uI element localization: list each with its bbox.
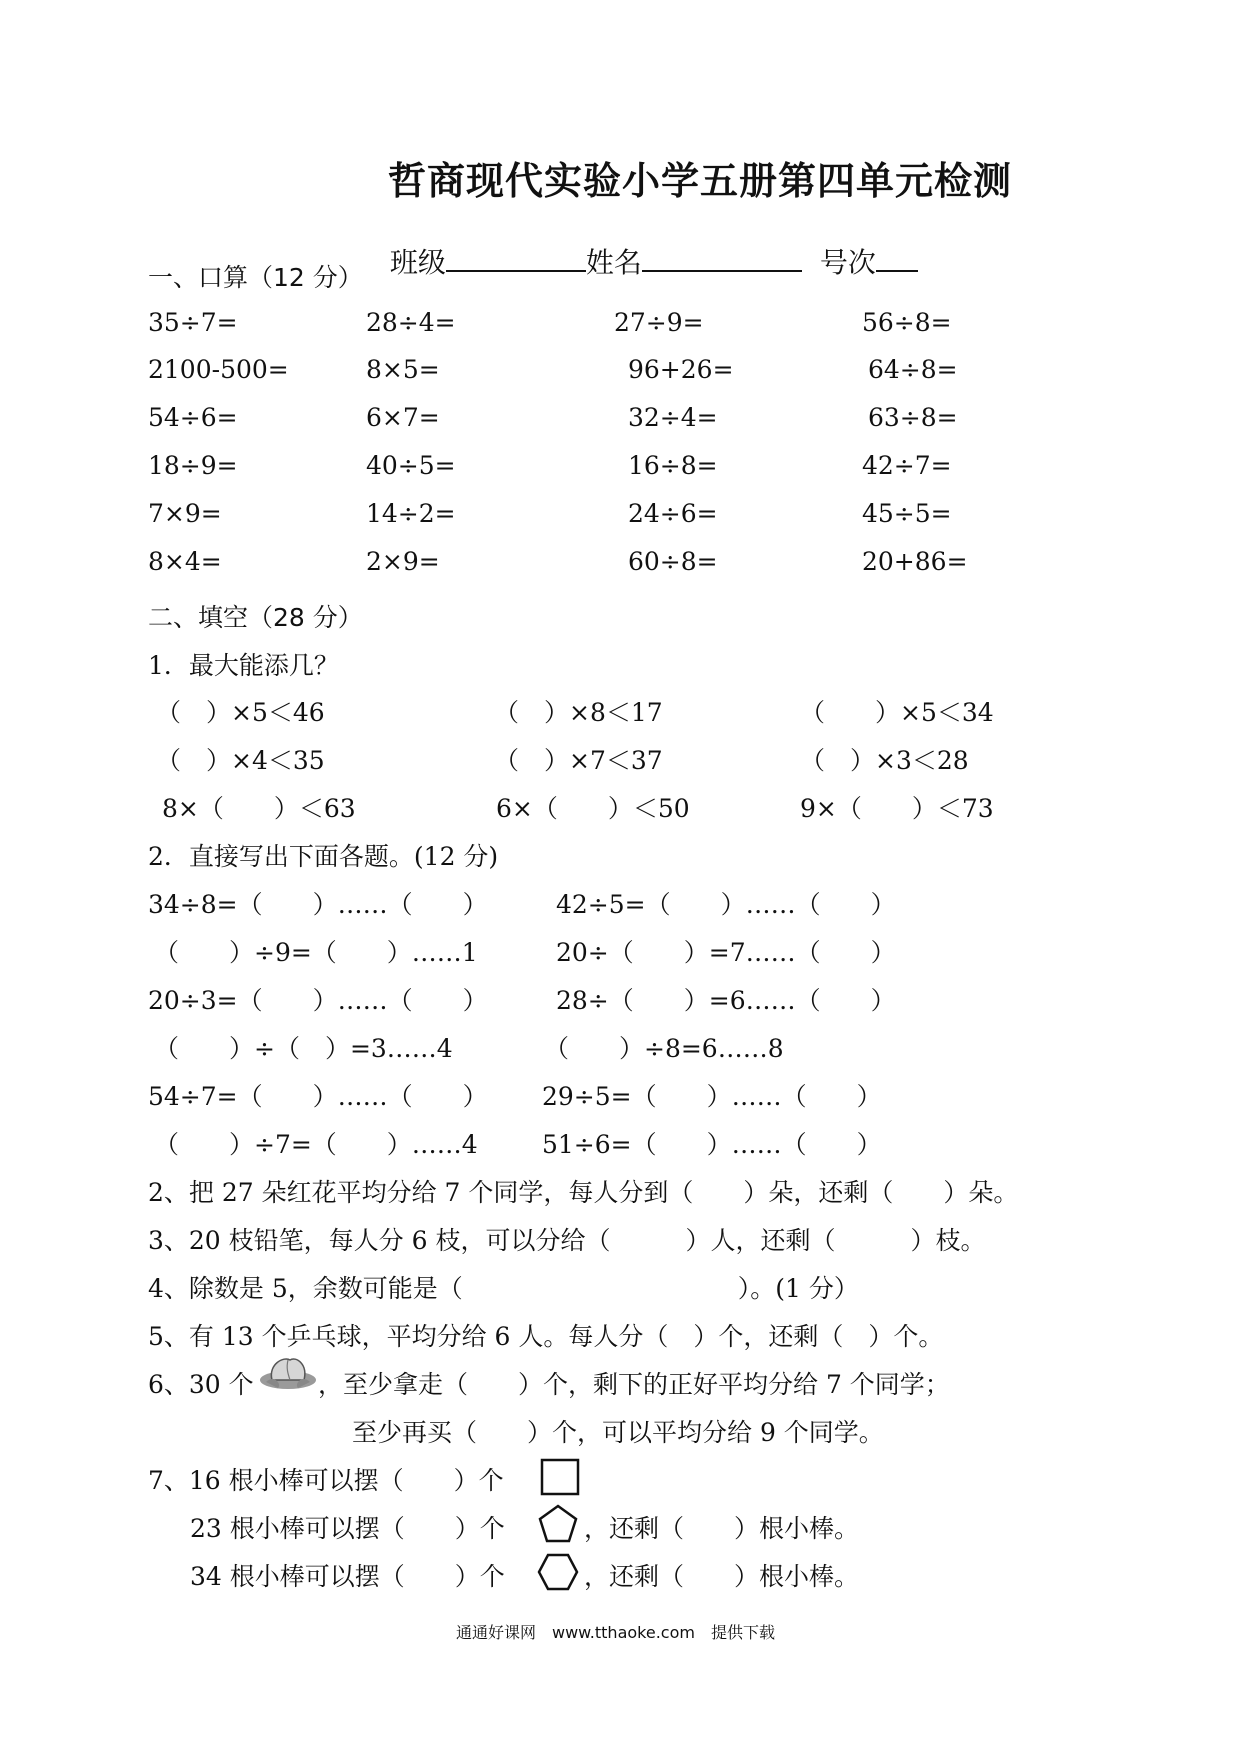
q2-item: 28÷（ ）=6……（ ） [556, 986, 896, 1015]
calc-item: 56÷8= [862, 308, 952, 337]
q1-item: （ ）×3＜28 [800, 746, 969, 775]
square-icon [540, 1458, 582, 1498]
question-3: 3、20 枝铅笔，每人分 6 枝，可以分给（ ）人，还剩（ ）枝。 [148, 1226, 986, 1255]
q1-row [0, 693, 1240, 733]
section2-heading: 二、填空（28 分） [148, 603, 363, 632]
number-label: 号次 [819, 246, 876, 279]
calc-item: 8×5= [366, 355, 440, 384]
calc-item: 45÷5= [862, 499, 952, 528]
calc-item: 8×4= [148, 547, 222, 576]
q7-line2b: ，还剩（ ）根小棒。 [584, 1514, 860, 1543]
q1-item: 8×（ ）＜63 [162, 794, 356, 823]
calc-item: 96+26= [628, 355, 734, 384]
q1-item: 6×（ ）＜50 [496, 794, 690, 823]
q2-item: 54÷7=（ ）……（ ） [148, 1082, 488, 1111]
q2-item: （ ）÷8=6……8 [544, 1034, 784, 1063]
calc-item: 6×7= [366, 403, 440, 432]
section1-heading: 一、口算（12 分） [148, 263, 363, 292]
calc-item: 18÷9= [148, 451, 238, 480]
q2-row [0, 1029, 1240, 1069]
calc-row [0, 355, 1240, 395]
calc-item: 7×9= [148, 499, 222, 528]
hexagon-icon [536, 1552, 580, 1592]
calc-item: 27÷9= [614, 308, 704, 337]
calc-item: 16÷8= [628, 451, 718, 480]
q6-rest: ，至少拿走（ ）个，剩下的正好平均分给 7 个同学； [318, 1370, 950, 1399]
peach-icon [258, 1350, 318, 1394]
q2-item: 29÷5=（ ）……（ ） [542, 1082, 882, 1111]
q7-line3b: ，还剩（ ）根小棒。 [584, 1562, 860, 1591]
calc-row [0, 499, 1240, 539]
q2-item: 20÷（ ）=7……（ ） [556, 938, 896, 967]
q2-title: 2．直接写出下面各题。(12 分) [148, 842, 499, 871]
q2-row [0, 885, 1240, 925]
q1-item: 9×（ ）＜73 [800, 794, 994, 823]
q6-lead: 6、30 个 [148, 1370, 254, 1399]
q6-line2: 至少再买（ ）个，可以平均分给 9 个同学。 [352, 1418, 884, 1447]
class-label: 班级 [389, 246, 446, 279]
pentagon-icon [536, 1503, 580, 1545]
q2-item: （ ）÷（ ）=3……4 [154, 1034, 453, 1063]
calc-item: 2100-500= [148, 355, 289, 384]
calc-item: 14÷2= [366, 499, 456, 528]
number-blank[interactable] [876, 242, 918, 272]
question-2: 2、把 27 朵红花平均分给 7 个同学，每人分到（ ）朵，还剩（ ）朵。 [148, 1178, 1019, 1207]
q2-item: 20÷3=（ ）……（ ） [148, 986, 488, 1015]
calc-item: 2×9= [366, 547, 440, 576]
q2-row [0, 981, 1240, 1021]
q7-line1: 7、16 根小棒可以摆（ ）个 [148, 1466, 504, 1495]
page-title: 哲商现代实验小学五册第四单元检测 [388, 159, 1013, 203]
calc-item: 42÷7= [862, 451, 952, 480]
calc-item: 20+86= [862, 547, 968, 576]
q7-line2a: 23 根小棒可以摆（ ）个 [190, 1514, 505, 1543]
q2-row [0, 1125, 1240, 1165]
q2-item: 42÷5=（ ）……（ ） [556, 890, 896, 919]
q2-row [0, 1077, 1240, 1117]
q2-row [0, 933, 1240, 973]
name-blank[interactable] [642, 242, 802, 272]
q1-item: （ ）×5＜46 [156, 698, 325, 727]
class-blank[interactable] [446, 242, 586, 272]
calc-item: 28÷4= [366, 308, 456, 337]
q1-item: （ ）×7＜37 [494, 746, 663, 775]
q1-row [0, 789, 1240, 829]
q1-item: （ ）×8＜17 [494, 698, 663, 727]
question-4: 4、除数是 5，余数可能是（ ）。(1 分） [148, 1274, 859, 1303]
q1-item: （ ）×5＜34 [800, 698, 994, 727]
calc-item: 35÷7= [148, 308, 238, 337]
calc-item: 24÷6= [628, 499, 718, 528]
footer-credit: 通通好课网 www.tthaoke.com 提供下载 [456, 1623, 775, 1642]
student-info [372, 208, 918, 281]
calc-row [0, 547, 1240, 587]
q1-title: 1．最大能添几？ [148, 651, 339, 680]
calc-item: 64÷8= [868, 355, 958, 384]
calc-row [0, 451, 1240, 491]
q1-row [0, 741, 1240, 781]
q2-item: 34÷8=（ ）……（ ） [148, 890, 488, 919]
q1-item: （ ）×4＜35 [156, 746, 325, 775]
q2-item: 51÷6=（ ）……（ ） [542, 1130, 882, 1159]
calc-row [0, 308, 1240, 348]
question-5: 5、有 13 个乒乓球，平均分给 6 人。每人分（ ）个，还剩（ ）个。 [148, 1322, 944, 1351]
calc-item: 54÷6= [148, 403, 238, 432]
q7-line3a: 34 根小棒可以摆（ ）个 [190, 1562, 505, 1591]
calc-item: 40÷5= [366, 451, 456, 480]
calc-row [0, 403, 1240, 443]
calc-item: 60÷8= [628, 547, 718, 576]
calc-item: 63÷8= [868, 403, 958, 432]
q2-item: （ ）÷7=（ ）……4 [154, 1130, 478, 1159]
calc-item: 32÷4= [628, 403, 718, 432]
name-label: 姓名 [585, 246, 642, 279]
q2-item: （ ）÷9=（ ）……1 [154, 938, 478, 967]
